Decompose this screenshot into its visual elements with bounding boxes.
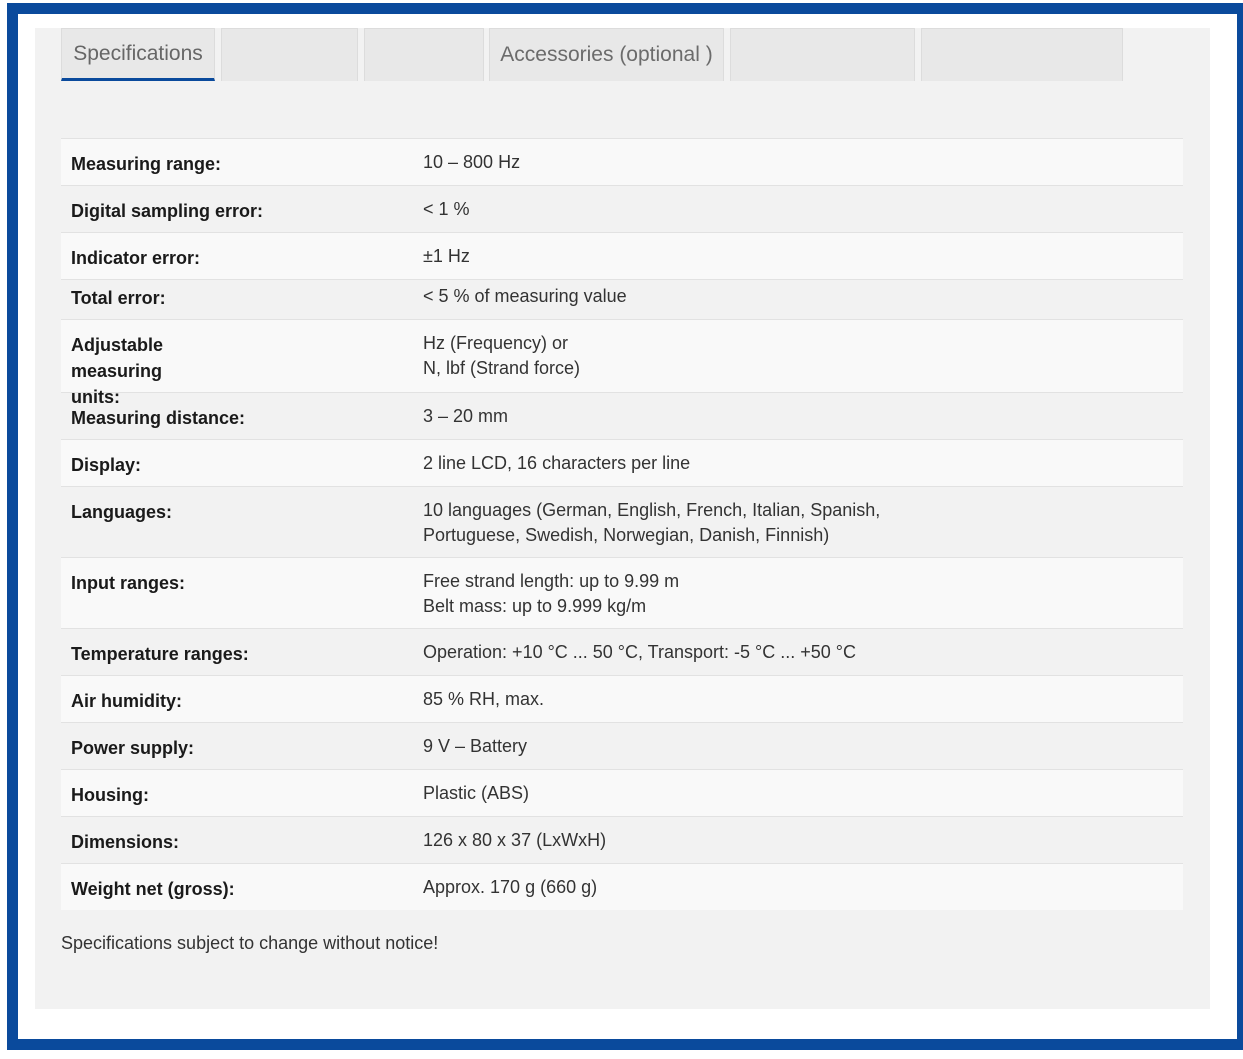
table-row (61, 186, 1183, 233)
tab-accessories[interactable]: Accessories (optional ) (489, 28, 724, 81)
table-row (61, 864, 1183, 910)
spec-label: Air humidity: (71, 691, 182, 711)
table-row (61, 233, 1183, 280)
spec-label: Measuring distance: (71, 408, 246, 428)
spec-value: Plastic (ABS) (423, 783, 530, 803)
spec-label: Housing: (71, 785, 149, 805)
tab-bar (61, 28, 1211, 84)
spec-value: Hz (Frequency) or N, lbf (Strand force) (423, 333, 581, 378)
spec-value: Free strand length: up to 9.99 m Belt mass: up to 9.999 kg/m (423, 571, 680, 616)
spec-value: 10 languages (German, English, French, Italian, Spanish, Portuguese, Swedish, Norwegian, Danish, Finnish) (423, 500, 881, 545)
spec-value: 3 – 20 mm (423, 406, 509, 426)
page-frame (7, 3, 1243, 1050)
spec-label: Adjustable measuring units: (71, 335, 164, 407)
tab-6[interactable] (921, 28, 1123, 81)
spec-label: Dimensions: (71, 832, 180, 852)
table-row (61, 723, 1183, 770)
spec-label: Digital sampling error: (71, 201, 264, 221)
table-row (61, 629, 1183, 676)
table-row (61, 440, 1183, 487)
specifications-table (61, 138, 1183, 910)
spec-label: Power supply: (71, 738, 195, 758)
table-row (61, 280, 1183, 320)
tab-specifications[interactable]: Specifications (61, 28, 215, 81)
spec-value: 2 line LCD, 16 characters per line (423, 453, 691, 473)
spec-value: 10 – 800 Hz (423, 152, 521, 172)
table-row (61, 676, 1183, 723)
spec-label: Total error: (71, 288, 166, 308)
spec-value: < 1 % (423, 199, 470, 219)
spec-value: Operation: +10 °C ... 50 °C, Transport: -5 °C ... +50 °C (423, 642, 856, 662)
disclaimer-note: Specifications subject to change without notice! (61, 933, 439, 953)
tab-2[interactable] (221, 28, 358, 81)
table-row (61, 817, 1183, 864)
spec-value: 126 x 80 x 37 (LxWxH) (423, 830, 607, 850)
spec-label: Input ranges: (71, 573, 186, 593)
spec-label: Temperature ranges: (71, 644, 249, 664)
spec-label: Indicator error: (71, 248, 201, 268)
spec-label: Weight net (gross): (71, 879, 235, 899)
table-row (61, 139, 1183, 186)
table-row (61, 487, 1183, 558)
tab-5[interactable] (730, 28, 915, 81)
spec-value: Approx. 170 g (660 g) (423, 877, 598, 897)
table-row (61, 558, 1183, 629)
spec-label: Measuring range: (71, 154, 222, 174)
tab-3[interactable] (364, 28, 484, 81)
table-row (61, 770, 1183, 817)
content-panel (35, 28, 1210, 1009)
spec-value: < 5 % of measuring value (423, 286, 627, 306)
table-row (61, 393, 1183, 440)
spec-label: Display: (71, 455, 142, 475)
spec-label: Languages: (71, 502, 173, 522)
spec-value: ±1 Hz (423, 246, 470, 266)
spec-value: 9 V – Battery (423, 736, 528, 756)
table-row (61, 320, 1183, 407)
spec-value: 85 % RH, max. (423, 689, 545, 709)
